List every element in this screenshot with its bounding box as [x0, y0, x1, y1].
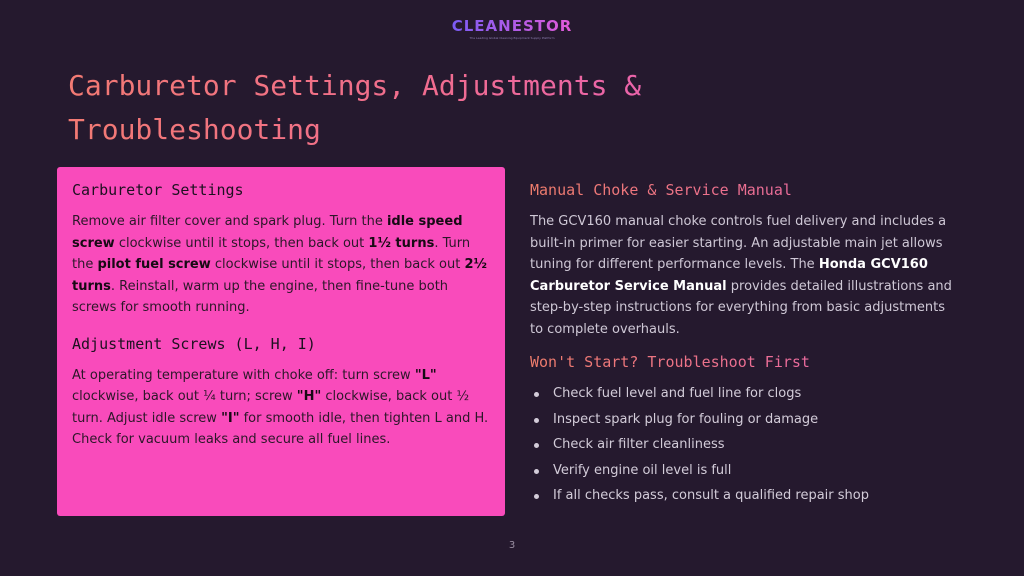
- carburetor-settings-text: [72, 211, 489, 319]
- text-run: . Reinstall, warm up the engine, then fine-tune both screws for smooth running.: [72, 278, 449, 315]
- carburetor-settings-heading: Carburetor Settings: [72, 181, 244, 199]
- text-run: . Turn the: [72, 235, 471, 272]
- bold-run: Honda GCV160 Carburetor Service Manual: [530, 257, 928, 294]
- text-run: clockwise until it stops, then back out: [114, 235, 369, 251]
- bold-run: idle speed screw: [72, 214, 463, 251]
- bold-run: "I": [221, 410, 240, 426]
- right-column: [530, 181, 960, 509]
- logo-wordmark: CLEANESTOR: [451, 17, 573, 35]
- manual-choke-heading: Manual Choke & Service Manual: [530, 181, 960, 199]
- text-run: clockwise until it stops, then back out: [210, 257, 465, 272]
- logo-tagline: The Leading Global Cleaning Equipment Supply Platform: [469, 36, 555, 40]
- text-run: clockwise, back out ½ turn. Adjust idle screw: [72, 389, 470, 426]
- list-item: Inspect spark plug for fouling or damage: [530, 407, 960, 433]
- manual-choke-text: [530, 211, 960, 340]
- list-item: Check fuel level and fuel line for clogs: [530, 381, 960, 407]
- bold-run: "H": [296, 389, 322, 404]
- slide-title: Carburetor Settings, Adjustments & Troubleshooting: [68, 64, 888, 152]
- bold-run: pilot fuel screw: [97, 257, 211, 272]
- logo: [0, 16, 1024, 40]
- settings-card: [57, 167, 505, 516]
- troubleshoot-list: [530, 381, 960, 509]
- bold-run: 2½ turns: [72, 257, 487, 294]
- list-item: Check air filter cleanliness: [530, 432, 960, 458]
- text-run: for smooth idle, then tighten L and H. Check for vacuum leaks and secure all fuel lines.: [72, 410, 489, 447]
- text-run: Remove air filter cover and spark plug. Turn the: [72, 214, 387, 229]
- list-item: Verify engine oil level is full: [530, 458, 960, 484]
- page-number: 3: [508, 540, 516, 551]
- text-run: At operating temperature with choke off: turn screw: [72, 367, 415, 383]
- adjustment-screws-text: [72, 365, 489, 451]
- troubleshoot-heading: Won't Start? Troubleshoot First: [530, 353, 960, 371]
- list-item: If all checks pass, consult a qualified repair shop: [530, 483, 960, 509]
- adjustment-screws-heading: Adjustment Screws (L, H, I): [72, 334, 316, 353]
- text-run: The GCV160 manual choke controls fuel delivery and includes a built-in primer for easier starting. An adjustable main jet allows tuning for different performance levels. The: [530, 214, 947, 272]
- text-run: clockwise, back out ¼ turn; screw: [72, 389, 297, 404]
- bold-run: 1½ turns: [368, 235, 435, 251]
- bold-run: "L": [414, 367, 437, 383]
- text-run: provides detailed illustrations and step-by-step instructions for everything from basic adjustments to complete overhauls.: [530, 278, 952, 337]
